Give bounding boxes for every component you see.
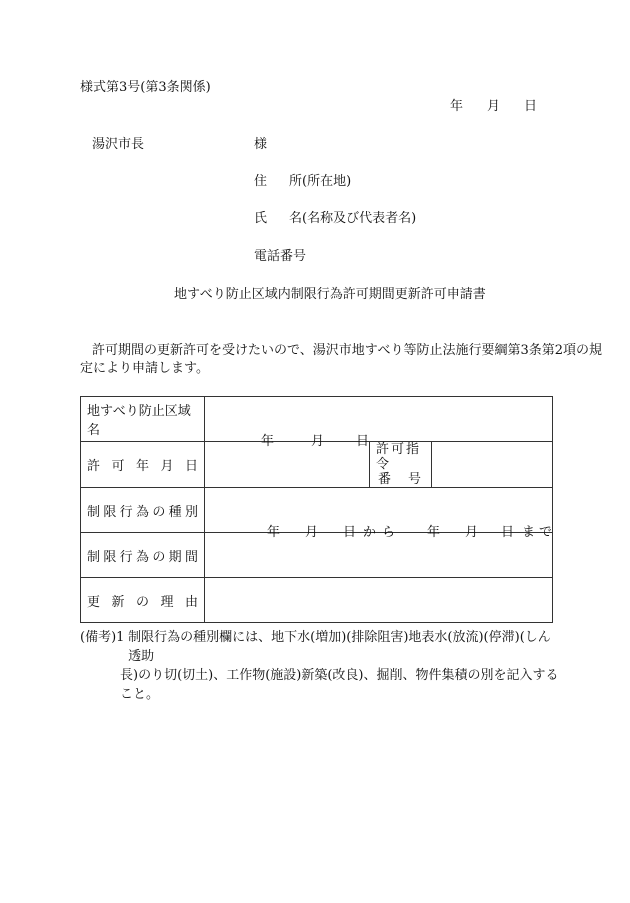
permit-number-label-line1: 許可指令 bbox=[376, 442, 422, 472]
body-line-2: 定により申請します。 bbox=[80, 361, 209, 376]
header-date-month: 月 bbox=[487, 99, 501, 114]
permit-year-unit: 年 bbox=[261, 434, 275, 449]
recipient: 湯沢市長 bbox=[92, 137, 145, 152]
renewal-reason-label: 更 新 の 理 由 bbox=[81, 578, 205, 623]
to-label: まで bbox=[522, 525, 557, 540]
header-date-year: 年 bbox=[450, 99, 464, 114]
table-row-activity-period bbox=[81, 533, 553, 578]
area-name-value[interactable] bbox=[205, 397, 553, 442]
notes-line-1: 制限行為の種別欄には、地下水(増加)(排除阻害)地表水(放流)(停滞)(しん透助 bbox=[128, 630, 551, 664]
form-number: 様式第3号(第3条関係) bbox=[80, 80, 211, 95]
to-year-unit: 年 bbox=[427, 525, 441, 540]
permit-date-label: 許 可 年 月 日 bbox=[81, 442, 205, 488]
application-table bbox=[80, 396, 557, 623]
permit-number-value[interactable] bbox=[432, 442, 553, 488]
permit-day-unit: 日 bbox=[356, 434, 370, 449]
activity-period-label: 制 限 行 為 の 期 間 bbox=[81, 533, 205, 578]
renewal-reason-value[interactable] bbox=[205, 578, 553, 623]
document-title: 地すべり防止区域内制限行為許可期間更新許可申請書 bbox=[174, 287, 486, 302]
body-line-1: 許可期間の更新許可を受けたいので、湯沢市地すべり等防止法施行要綱第3条第2項の規 bbox=[92, 343, 603, 358]
permit-number-label bbox=[370, 442, 432, 488]
address-label-a: 住 bbox=[254, 174, 268, 189]
address-label-b: 所(所在地) bbox=[289, 174, 352, 189]
header-date-day: 日 bbox=[524, 99, 538, 114]
from-day-unit: 日 bbox=[343, 525, 357, 540]
notes bbox=[80, 628, 560, 704]
from-month-unit: 月 bbox=[305, 525, 319, 540]
area-name-label: 地すべり防止区域名 bbox=[81, 397, 205, 442]
to-day-unit: 日 bbox=[501, 525, 515, 540]
notes-prefix: (備考)1 bbox=[80, 630, 125, 645]
activity-type-label: 制 限 行 為 の 種 別 bbox=[81, 488, 205, 533]
permit-month-unit: 月 bbox=[311, 434, 325, 449]
name-label-a: 氏 bbox=[254, 211, 268, 226]
table-row-permit-date bbox=[81, 442, 553, 488]
to-month-unit: 月 bbox=[465, 525, 479, 540]
permit-number-label-ban: 番 bbox=[378, 472, 392, 487]
permit-number-label-go: 号 bbox=[407, 472, 421, 487]
permit-date-value[interactable] bbox=[205, 434, 370, 488]
table-row-renewal-reason bbox=[81, 578, 553, 623]
notes-line-2: 長)のり切(切土)、工作物(施設)新築(改良)、掘削、物件集積の別を記入すること。 bbox=[120, 668, 559, 702]
from-label: から bbox=[363, 525, 402, 540]
name-label-b: 名(名称及び代表者名) bbox=[289, 211, 417, 226]
from-year-unit: 年 bbox=[267, 525, 281, 540]
activity-period-value[interactable] bbox=[205, 525, 557, 578]
phone-label: 電話番号 bbox=[254, 249, 307, 264]
recipient-honorific: 様 bbox=[254, 137, 268, 152]
